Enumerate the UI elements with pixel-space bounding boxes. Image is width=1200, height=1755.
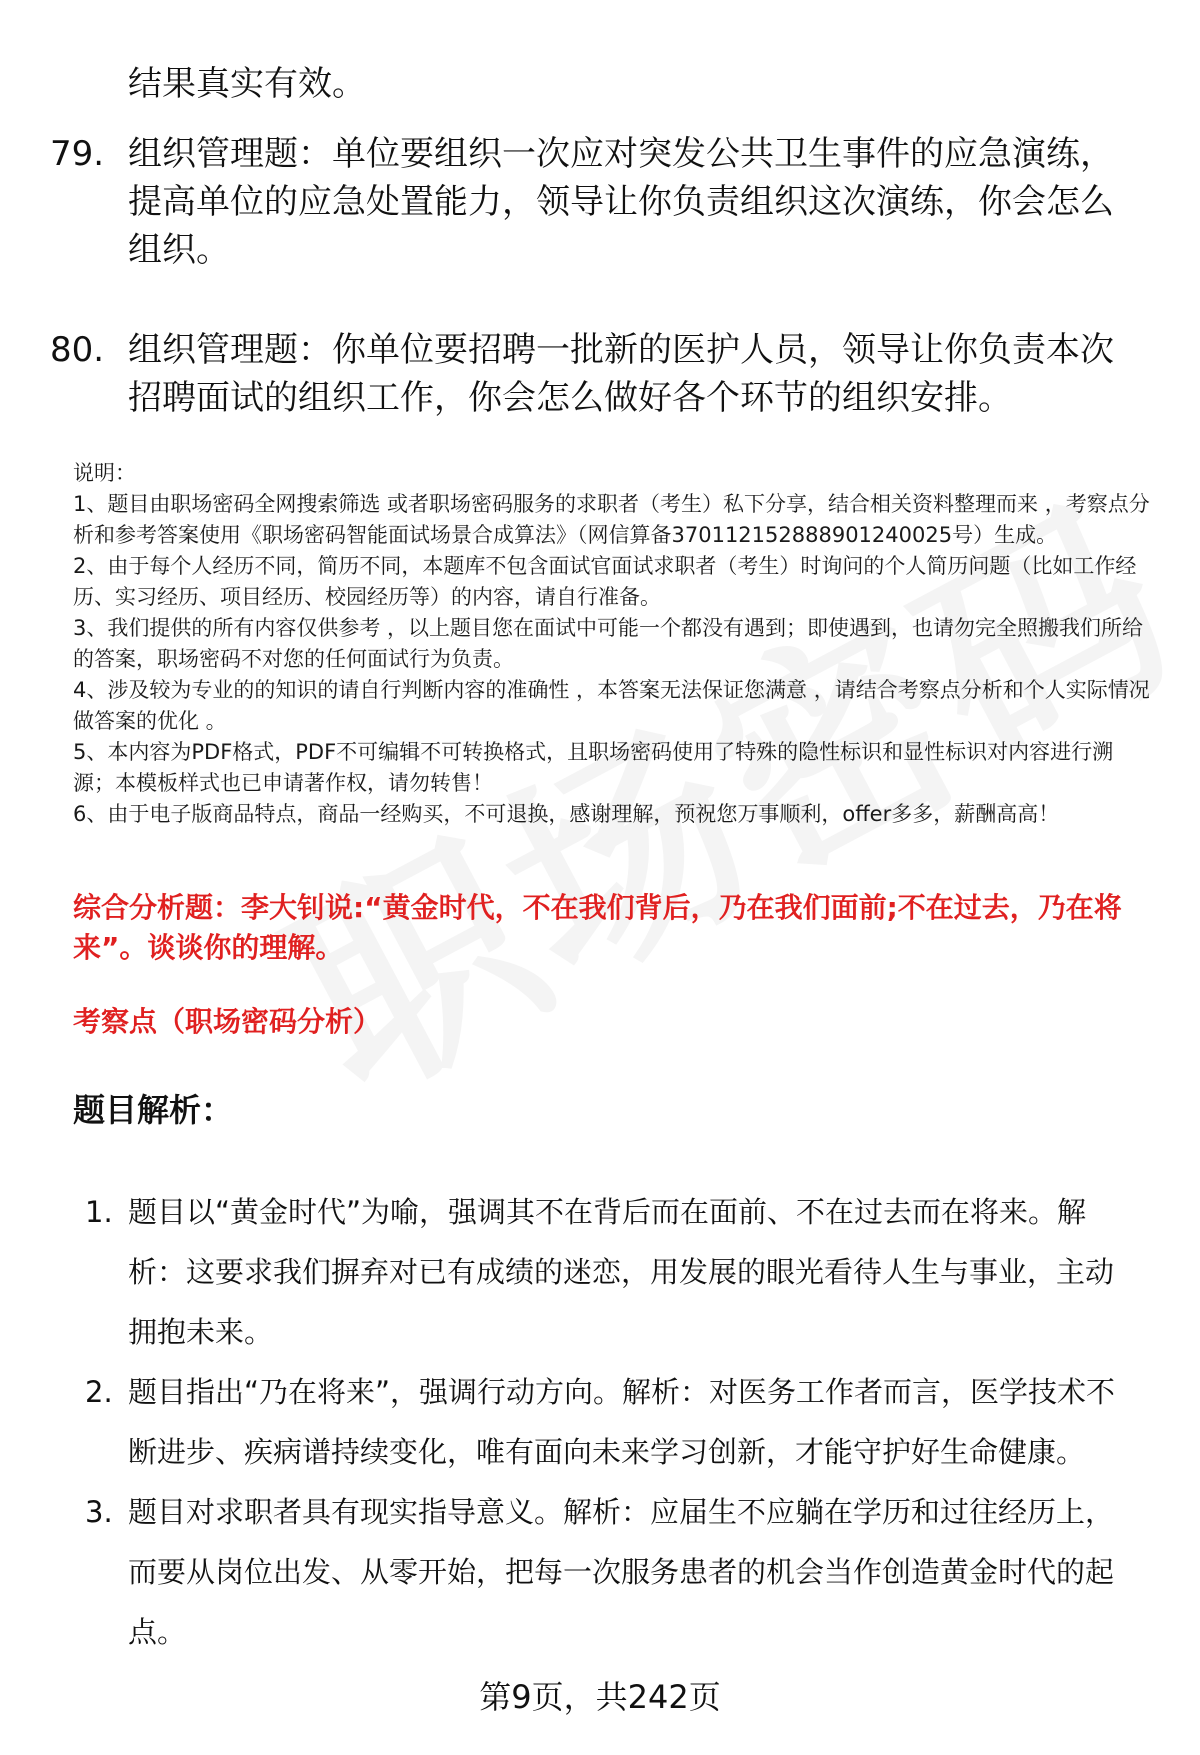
analysis-text: 题目对求职者具有现实指导意义。解析：应届生不应躺在学历和过往经历上，而要从岗位出发、从零开始，把每一次服务患者的机会当作创造黄金时代的起点。 xyxy=(128,1495,1115,1649)
analysis-text: 题目以“黄金时代”为喻，强调其不在背后而在面前、不在过去而在将来。解析：这要求我们摒弃对已有成绩的迷恋，用发展的眼光看待人生与事业，主动拥抱未来。 xyxy=(128,1195,1115,1349)
question-number: 80. xyxy=(50,330,105,370)
note-item: 2、由于每个人经历不同，简历不同，本题库不包含面试官面试求职者（考生）时询问的个人简历问题（比如工作经历、实习经历、项目经历、校园经历等）的内容，请自行准备。 xyxy=(73,554,1137,609)
note-item: 4、涉及较为专业的的知识的请自行判断内容的准确性 ，本答案无法保证您满意 ，请结合考察点分析和个人实际情况做答案的优化 。 xyxy=(73,678,1150,733)
analysis-list xyxy=(80,1182,1150,1662)
note-item: 5、本内容为PDF格式，PDF不可编辑不可转换格式，且职场密码使用了特殊的隐性标识和显性标识对内容进行溯源；本模板样式也已申请著作权，请勿转售！ xyxy=(73,740,1114,795)
notes-heading: 说明： xyxy=(73,461,136,485)
analysis-title: 题目解析： xyxy=(73,1091,234,1129)
analysis-number: 1. xyxy=(85,1195,113,1229)
analysis-text: 题目指出“乃在将来”，强调行动方向。解析：对医务工作者而言，医学技术不断进步、疾病谱持续变化，唯有面向未来学习创新，才能守护好生命健康。 xyxy=(128,1375,1116,1469)
page-footer: 第9页，共242页 xyxy=(479,1678,721,1716)
disclaimer-notes xyxy=(73,458,1155,830)
question-text: 组织管理题：你单位要招聘一批新的医护人员，领导让你负责本次招聘面试的组织工作，你会怎么做好各个环节的组织安排。 xyxy=(128,330,1114,418)
analysis-number: 2. xyxy=(85,1375,113,1409)
note-item: 3、我们提供的所有内容仅供参考 ，以上题目您在面试中可能一个都没有遇到；即使遇到，也请勿完全照搬我们所给的答案，职场密码不对您的任何面试行为负责。 xyxy=(73,616,1144,671)
question-number: 79. xyxy=(50,134,105,174)
analysis-item xyxy=(80,1482,1150,1662)
question-item-79 xyxy=(50,130,1150,274)
analysis-number: 3. xyxy=(85,1495,113,1529)
note-item: 1、题目由职场密码全网搜索筛选 或者职场密码服务的求职者（考生）私下分享，结合相关资料整理而来 ，考察点分析和参考答案使用《职场密码智能面试场景合成算法》（网信算备370112152888901240025号）生成。 xyxy=(73,492,1150,547)
featured-question: 综合分析题：李大钊说:“黄金时代，不在我们背后，乃在我们面前;不在过去，乃在将来”。谈谈你的理解。 xyxy=(73,891,1122,964)
question-text: 组织管理题：单位要组织一次应对突发公共卫生事件的应急演练，提高单位的应急处置能力，领导让你负责组织这次演练，你会怎么组织。 xyxy=(128,134,1114,270)
note-item: 6、由于电子版商品特点，商品一经购买，不可退换，感谢理解，预祝您万事顺利，offer多多，薪酬高高！ xyxy=(73,802,1060,826)
continued-answer-text: 结果真实有效。 xyxy=(128,64,366,104)
analysis-item xyxy=(80,1362,1150,1482)
analysis-item xyxy=(80,1182,1150,1362)
exam-point-heading: 考察点（职场密码分析） xyxy=(73,1005,382,1038)
question-item-80 xyxy=(50,326,1150,422)
